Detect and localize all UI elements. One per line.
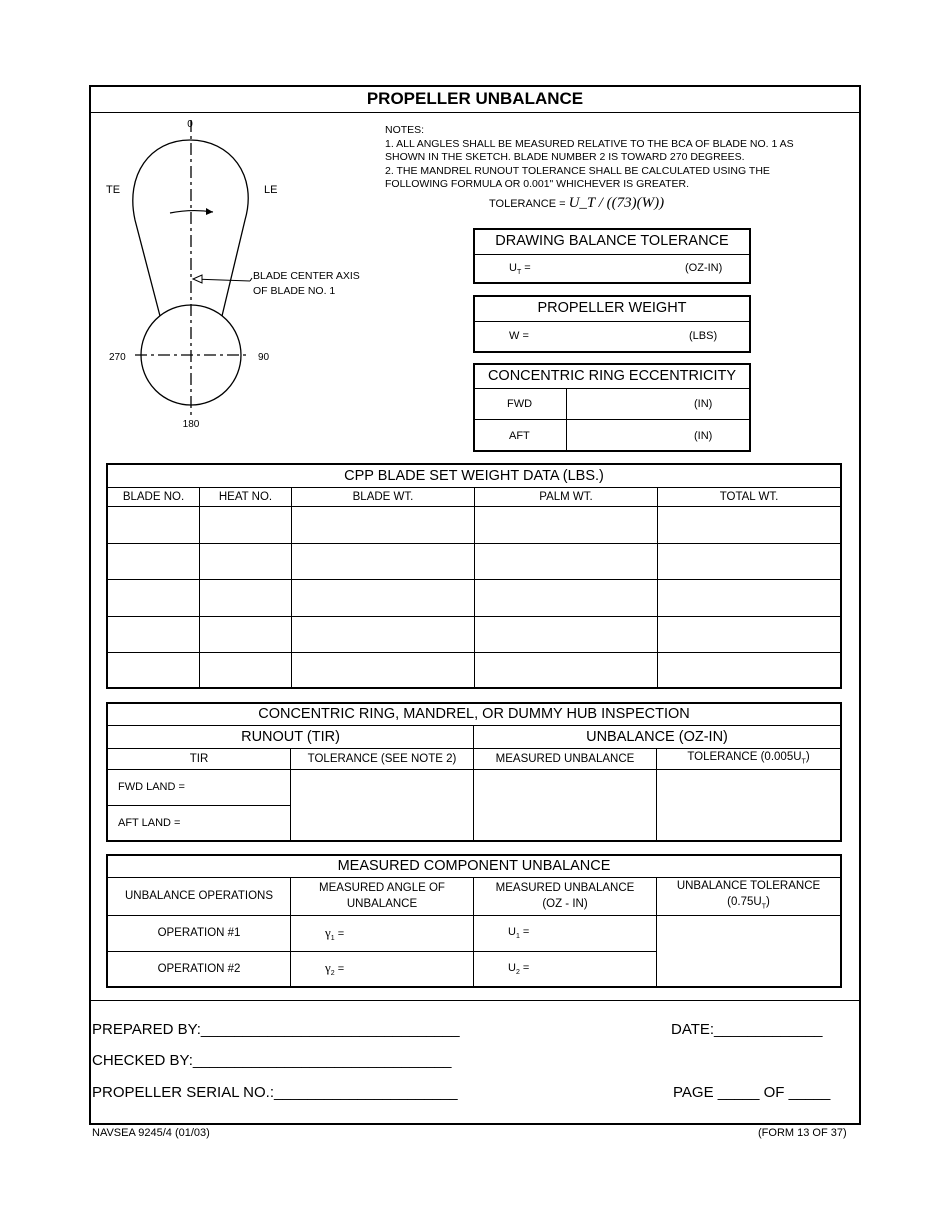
ut-label: $U_T$ = — [509, 262, 531, 277]
form-id: NAVSEA 9245/4 (01/03) — [92, 1127, 210, 1139]
fwd-land-label: FWD LAND = — [118, 781, 185, 793]
aft-land-field[interactable] — [107, 805, 291, 841]
ut-input[interactable] — [555, 258, 675, 280]
ut-unit: (OZ-IN) — [685, 262, 723, 274]
component-header: MEASURED COMPONENT UNBALANCE — [107, 855, 841, 877]
table-row — [107, 579, 841, 616]
drawing-balance-box — [473, 228, 751, 284]
label-te: TE — [106, 184, 121, 196]
cell[interactable] — [200, 652, 292, 688]
weight-label: W = — [509, 330, 529, 342]
weight-unit: (LBS) — [689, 330, 718, 342]
cell[interactable] — [658, 506, 842, 543]
inspection-table — [106, 702, 842, 842]
operation-2: OPERATION #2 — [107, 951, 291, 987]
cell[interactable] — [475, 616, 658, 652]
axis-label-1: BLADE CENTER AXIS — [253, 270, 360, 282]
cell[interactable] — [658, 652, 842, 688]
aft-land-label: AFT LAND = — [118, 816, 181, 829]
col-tolerance-note2: TOLERANCE (SEE NOTE 2) — [291, 748, 474, 769]
table-row — [107, 506, 841, 543]
component-unbalance-table — [106, 854, 842, 988]
cell[interactable] — [658, 579, 842, 616]
leader-line-2 — [250, 278, 252, 281]
prepared-by-field[interactable]: PREPARED BY:_______________________________ — [92, 1021, 460, 1038]
col-palm-wt: PALM WT. — [475, 487, 658, 506]
tolerance-input[interactable] — [291, 769, 474, 841]
cell[interactable] — [658, 543, 842, 579]
cell[interactable] — [292, 616, 475, 652]
gamma-2-field[interactable]: $\gamma_2$ = — [291, 951, 474, 987]
cell[interactable] — [475, 506, 658, 543]
cell[interactable] — [200, 616, 292, 652]
drawing-balance-header: DRAWING BALANCE TOLERANCE — [475, 230, 749, 255]
label-90: 90 — [258, 352, 270, 363]
eccentricity-header: CONCENTRIC RING ECCENTRICITY — [475, 365, 749, 389]
notes-heading: NOTES: — [385, 124, 425, 136]
cell[interactable] — [107, 652, 200, 688]
col-operations: UNBALANCE OPERATIONS — [107, 877, 291, 915]
rotation-arrowhead — [206, 208, 213, 215]
label-le: LE — [264, 184, 278, 196]
eccentricity-row-divider — [475, 419, 749, 420]
col-tolerance-005: TOLERANCE $(0.005U_T)$ — [657, 748, 842, 769]
fwd-label: FWD — [507, 398, 533, 410]
cell[interactable] — [200, 506, 292, 543]
aft-label: AFT — [509, 430, 530, 442]
col-blade-wt: BLADE WT. — [292, 487, 475, 506]
table-row — [107, 543, 841, 579]
u1-field[interactable]: $U_1$ = — [474, 915, 657, 951]
unbalance-header: UNBALANCE (OZ-IN) — [474, 725, 842, 748]
cell[interactable] — [292, 543, 475, 579]
cell[interactable] — [475, 579, 658, 616]
footer-divider — [91, 1000, 859, 1001]
gamma-1-field[interactable]: $\gamma_1$ = — [291, 915, 474, 951]
cell[interactable] — [200, 543, 292, 579]
col-measured: MEASURED UNBALANCE (OZ - IN) — [474, 877, 657, 915]
cell[interactable] — [107, 616, 200, 652]
form-number: (FORM 13 OF 37) — [758, 1127, 847, 1139]
tolerance-005-input[interactable] — [657, 769, 842, 841]
cell[interactable] — [107, 579, 200, 616]
label-270: 270 — [109, 352, 126, 363]
table-row — [107, 616, 841, 652]
runout-header: RUNOUT (TIR) — [107, 725, 474, 748]
inspection-header: CONCENTRIC RING, MANDREL, OR DUMMY HUB INSPECTION — [107, 703, 841, 725]
fwd-land-field[interactable] — [107, 769, 291, 805]
label-180: 180 — [182, 419, 200, 430]
cell[interactable] — [292, 579, 475, 616]
cell[interactable] — [200, 579, 292, 616]
eccentricity-box — [473, 363, 751, 452]
cell[interactable] — [292, 652, 475, 688]
cell[interactable] — [107, 543, 200, 579]
axis-label-2: OF BLADE NO. 1 — [253, 285, 336, 297]
page-field[interactable]: PAGE _____ OF _____ — [673, 1084, 831, 1101]
leader-arrowhead — [193, 275, 202, 283]
weight-input[interactable] — [545, 325, 675, 349]
cell[interactable] — [292, 506, 475, 543]
note-line-2: SHOWN IN THE SKETCH. BLADE NUMBER 2 IS TOWARD 270 DEGREES. — [385, 151, 745, 163]
col-measured-unbalance: MEASURED UNBALANCE — [474, 748, 657, 769]
note-line-3: 2. THE MANDREL RUNOUT TOLERANCE SHALL BE CALCULATED USING THE — [385, 164, 770, 177]
blade-set-header: CPP BLADE SET WEIGHT DATA (LBS.) — [107, 464, 841, 487]
unbalance-tolerance-input[interactable] — [657, 915, 842, 987]
blade-set-table — [106, 463, 842, 689]
u2-field[interactable]: $U_2$ = — [474, 951, 657, 987]
col-angle: MEASURED ANGLE OF UNBALANCE — [291, 877, 474, 915]
notes-block — [385, 124, 835, 192]
page-title: PROPELLER UNBALANCE — [89, 86, 861, 113]
col-heat-no: HEAT NO. — [200, 487, 292, 506]
col-total-wt: TOTAL WT. — [658, 487, 842, 506]
formula-expression: U_T / ((73)(W)) — [568, 195, 665, 211]
label-0: 0 — [187, 119, 193, 130]
serial-number-field[interactable]: PROPELLER SERIAL NO.:______________________ — [92, 1084, 458, 1101]
aft-eccentricity-input[interactable] — [570, 422, 685, 448]
tolerance-formula — [489, 195, 664, 212]
col-unbalance-tolerance: UNBALANCE TOLERANCE $(0.75U_T)$ — [657, 877, 842, 915]
formula-label: TOLERANCE = — [489, 198, 566, 210]
cell[interactable] — [475, 543, 658, 579]
fwd-eccentricity-input[interactable] — [570, 391, 685, 417]
cell[interactable] — [658, 616, 842, 652]
blade-sketch-diagram — [100, 115, 390, 435]
table-row — [107, 652, 841, 688]
operation-1: OPERATION #1 — [107, 915, 291, 951]
aft-unit: (IN) — [694, 430, 713, 442]
date-field[interactable]: DATE:_____________ — [671, 1021, 823, 1038]
note-line-4: FOLLOWING FORMULA OR 0.001" WHICHEVER IS GREATER. — [385, 178, 690, 190]
propeller-weight-box — [473, 295, 751, 353]
cell[interactable] — [475, 652, 658, 688]
checked-by-field[interactable]: CHECKED BY:_______________________________ — [92, 1052, 452, 1069]
col-blade-no: BLADE NO. — [107, 487, 200, 506]
fwd-unit: (IN) — [694, 398, 713, 410]
measured-unbalance-input[interactable] — [474, 769, 657, 841]
cell[interactable] — [107, 506, 200, 543]
propeller-weight-header: PROPELLER WEIGHT — [475, 297, 749, 322]
col-tir: TIR — [107, 748, 291, 769]
note-line-1: 1. ALL ANGLES SHALL BE MEASURED RELATIVE TO THE BCA OF BLADE NO. 1 AS — [385, 137, 794, 150]
